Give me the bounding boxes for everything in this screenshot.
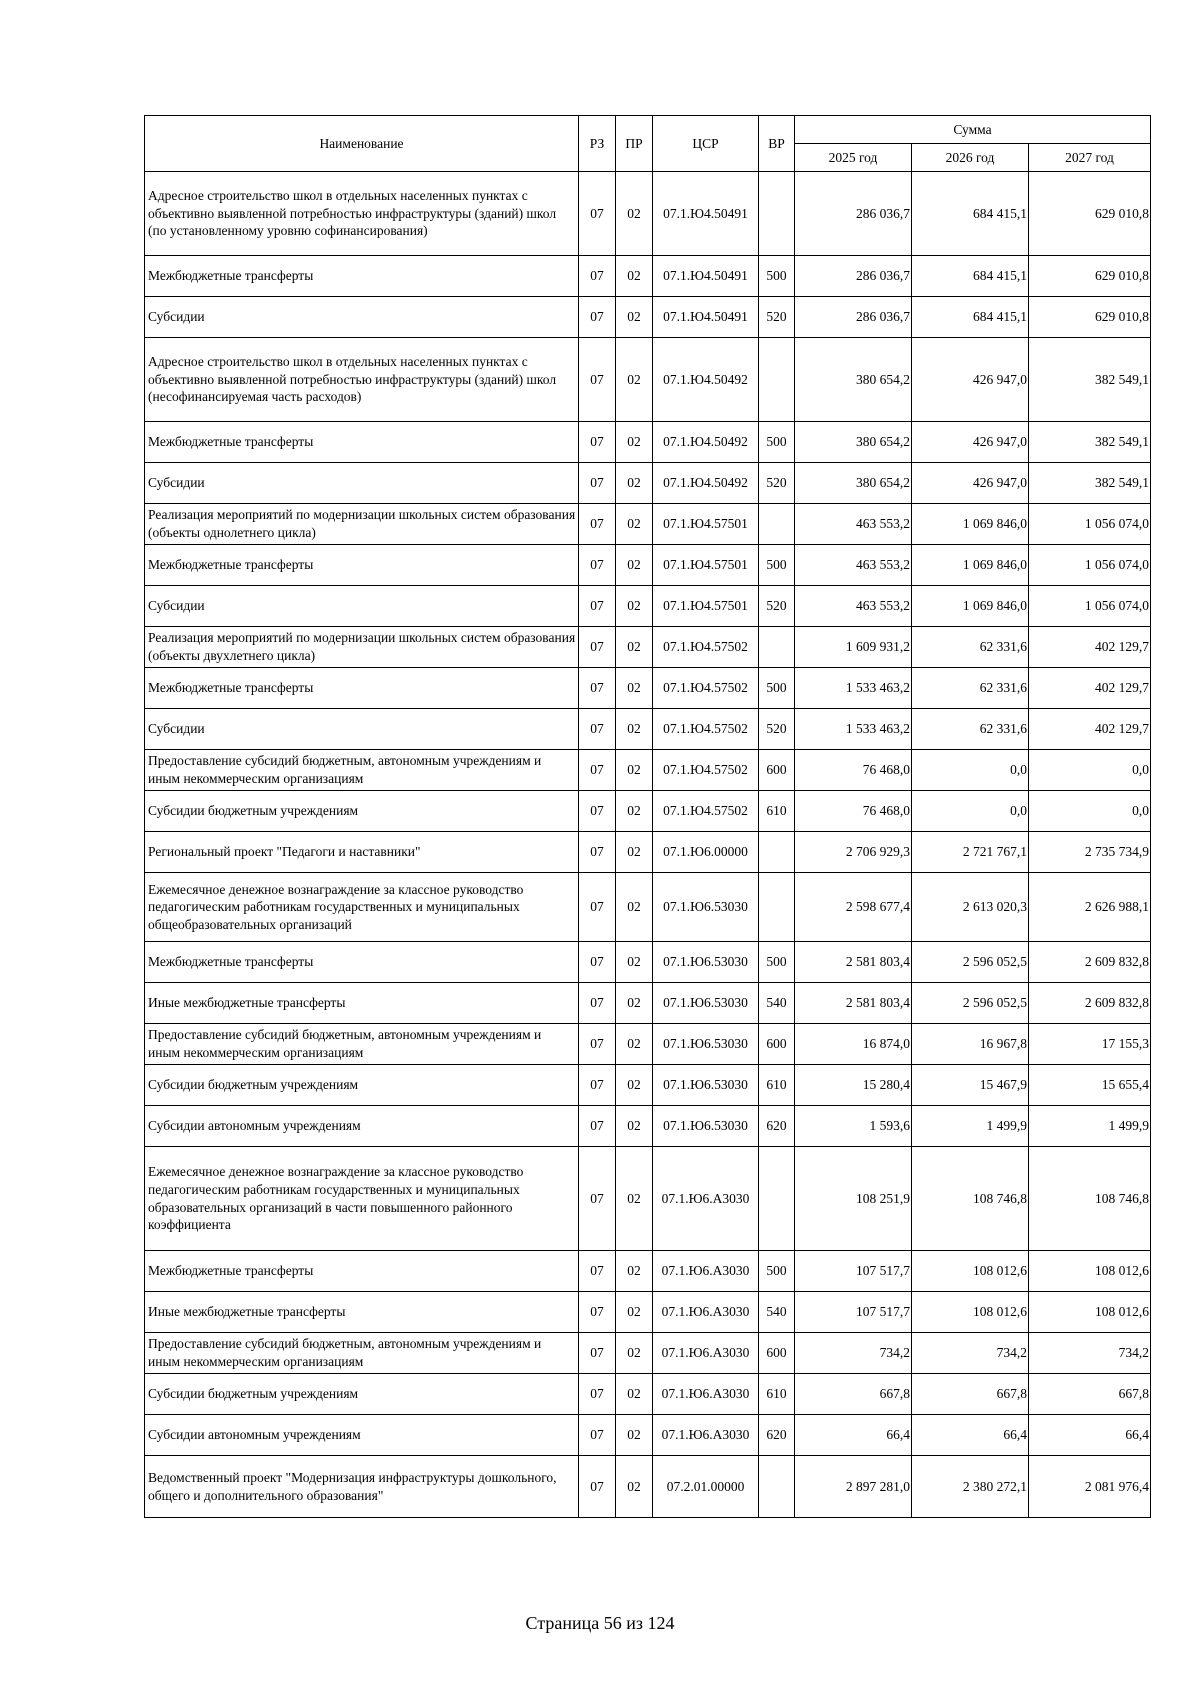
row-rz-cell: 07 [579,545,616,586]
row-rz-cell: 07 [579,172,616,256]
row-sum-2027-cell: 2 735 734,9 [1029,832,1151,873]
row-pr-cell: 02 [616,1147,653,1251]
row-sum-2026-cell: 15 467,9 [912,1065,1029,1106]
header-vr: ВР [759,116,795,172]
table-row [145,750,1151,791]
row-rz-cell: 07 [579,1333,616,1374]
row-sum-2026-cell: 66,4 [912,1415,1029,1456]
row-csr-cell: 07.1.Ю6.А3030 [653,1374,759,1415]
row-name-cell: Межбюджетные трансферты [145,422,579,463]
row-name-cell: Адресное строительство школ в отдельных населенных пунктах с объективно выявленной потребностью инфраструктуры (зданий) школ (по установленному уровню софинансирования) [145,172,579,256]
header-sum: Сумма [795,116,1151,144]
row-rz-cell: 07 [579,1456,616,1518]
table-row [145,832,1151,873]
row-pr-cell: 02 [616,1374,653,1415]
row-sum-2026-cell: 1 069 846,0 [912,504,1029,545]
row-sum-2025-cell: 107 517,7 [795,1292,912,1333]
budget-table [144,115,1151,1518]
row-vr-cell: 500 [759,422,795,463]
table-row [145,942,1151,983]
row-sum-2027-cell: 629 010,8 [1029,297,1151,338]
row-csr-cell: 07.1.Ю6.53030 [653,942,759,983]
row-csr-cell: 07.1.Ю4.57501 [653,504,759,545]
row-pr-cell: 02 [616,1415,653,1456]
row-csr-cell: 07.1.Ю4.57502 [653,668,759,709]
table-row [145,709,1151,750]
row-pr-cell: 02 [616,1024,653,1065]
row-sum-2026-cell: 1 069 846,0 [912,586,1029,627]
row-sum-2025-cell: 66,4 [795,1415,912,1456]
row-sum-2026-cell: 426 947,0 [912,463,1029,504]
row-sum-2026-cell: 426 947,0 [912,338,1029,422]
row-pr-cell: 02 [616,586,653,627]
row-vr-cell [759,1147,795,1251]
row-sum-2025-cell: 2 706 929,3 [795,832,912,873]
row-csr-cell: 07.1.Ю6.00000 [653,832,759,873]
row-name-cell: Адресное строительство школ в отдельных населенных пунктах с объективно выявленной потребностью инфраструктуры (зданий) школ (несофинансируемая часть расходов) [145,338,579,422]
row-csr-cell: 07.1.Ю4.57502 [653,627,759,668]
row-csr-cell: 07.1.Ю6.А3030 [653,1147,759,1251]
table-header [145,116,1151,172]
row-csr-cell: 07.1.Ю4.57501 [653,545,759,586]
row-sum-2027-cell: 382 549,1 [1029,422,1151,463]
row-csr-cell: 07.1.Ю6.А3030 [653,1292,759,1333]
row-csr-cell: 07.1.Ю4.50492 [653,463,759,504]
row-pr-cell: 02 [616,832,653,873]
row-vr-cell: 610 [759,1065,795,1106]
table-row [145,1147,1151,1251]
row-pr-cell: 02 [616,1251,653,1292]
row-pr-cell: 02 [616,1333,653,1374]
row-vr-cell [759,1456,795,1518]
row-vr-cell: 500 [759,256,795,297]
table-row [145,1024,1151,1065]
row-csr-cell: 07.1.Ю4.57502 [653,709,759,750]
row-name-cell: Субсидии автономным учреждениям [145,1106,579,1147]
row-vr-cell: 500 [759,942,795,983]
table-row [145,873,1151,942]
row-sum-2026-cell: 2 380 272,1 [912,1456,1029,1518]
table-row [145,297,1151,338]
row-sum-2026-cell: 62 331,6 [912,627,1029,668]
row-name-cell: Субсидии [145,463,579,504]
row-pr-cell: 02 [616,545,653,586]
row-sum-2026-cell: 1 069 846,0 [912,545,1029,586]
row-csr-cell: 07.1.Ю6.53030 [653,1106,759,1147]
row-sum-2027-cell: 402 129,7 [1029,709,1151,750]
row-rz-cell: 07 [579,1251,616,1292]
row-csr-cell: 07.1.Ю4.50491 [653,297,759,338]
row-sum-2026-cell: 62 331,6 [912,709,1029,750]
row-pr-cell: 02 [616,338,653,422]
row-sum-2025-cell: 16 874,0 [795,1024,912,1065]
row-sum-2025-cell: 286 036,7 [795,172,912,256]
row-name-cell: Реализация мероприятий по модернизации школьных систем образования (объекты двухлетнего цикла) [145,627,579,668]
table-row [145,1106,1151,1147]
row-sum-2026-cell: 2 613 020,3 [912,873,1029,942]
row-sum-2027-cell: 734,2 [1029,1333,1151,1374]
row-sum-2027-cell: 1 056 074,0 [1029,504,1151,545]
row-sum-2025-cell: 734,2 [795,1333,912,1374]
row-sum-2027-cell: 108 012,6 [1029,1251,1151,1292]
row-sum-2027-cell: 402 129,7 [1029,627,1151,668]
table-row [145,791,1151,832]
row-sum-2026-cell: 2 721 767,1 [912,832,1029,873]
row-name-cell: Предоставление субсидий бюджетным, автономным учреждениям и иным некоммерческим организациям [145,750,579,791]
row-sum-2027-cell: 108 012,6 [1029,1292,1151,1333]
row-name-cell: Межбюджетные трансферты [145,942,579,983]
row-sum-2027-cell: 2 609 832,8 [1029,983,1151,1024]
row-sum-2025-cell: 667,8 [795,1374,912,1415]
row-rz-cell: 07 [579,873,616,942]
row-sum-2025-cell: 107 517,7 [795,1251,912,1292]
row-sum-2026-cell: 108 012,6 [912,1292,1029,1333]
row-sum-2025-cell: 1 593,6 [795,1106,912,1147]
row-vr-cell [759,338,795,422]
row-sum-2026-cell: 0,0 [912,791,1029,832]
row-sum-2027-cell: 108 746,8 [1029,1147,1151,1251]
row-sum-2027-cell: 629 010,8 [1029,172,1151,256]
row-rz-cell: 07 [579,750,616,791]
table-row [145,463,1151,504]
row-sum-2027-cell: 0,0 [1029,791,1151,832]
row-sum-2027-cell: 1 056 074,0 [1029,545,1151,586]
row-name-cell: Субсидии [145,586,579,627]
row-rz-cell: 07 [579,983,616,1024]
row-vr-cell: 600 [759,1024,795,1065]
header-pr: ПР [616,116,653,172]
row-sum-2027-cell: 66,4 [1029,1415,1151,1456]
table-row [145,627,1151,668]
row-csr-cell: 07.1.Ю6.А3030 [653,1251,759,1292]
row-name-cell: Региональный проект "Педагоги и наставники" [145,832,579,873]
row-sum-2027-cell: 0,0 [1029,750,1151,791]
row-pr-cell: 02 [616,422,653,463]
row-pr-cell: 02 [616,942,653,983]
row-name-cell: Предоставление субсидий бюджетным, автономным учреждениям и иным некоммерческим организациям [145,1333,579,1374]
row-rz-cell: 07 [579,463,616,504]
row-vr-cell: 500 [759,668,795,709]
row-name-cell: Межбюджетные трансферты [145,256,579,297]
row-sum-2025-cell: 463 553,2 [795,545,912,586]
table-row [145,983,1151,1024]
row-name-cell: Субсидии [145,709,579,750]
row-sum-2026-cell: 684 415,1 [912,256,1029,297]
row-sum-2027-cell: 2 081 976,4 [1029,1456,1151,1518]
row-sum-2027-cell: 2 609 832,8 [1029,942,1151,983]
row-name-cell: Предоставление субсидий бюджетным, автономным учреждениям и иным некоммерческим организациям [145,1024,579,1065]
table-row [145,256,1151,297]
row-name-cell: Иные межбюджетные трансферты [145,983,579,1024]
row-pr-cell: 02 [616,1292,653,1333]
header-name: Наименование [145,116,579,172]
row-sum-2026-cell: 2 596 052,5 [912,942,1029,983]
row-sum-2025-cell: 380 654,2 [795,463,912,504]
table-row [145,172,1151,256]
row-csr-cell: 07.1.Ю4.57502 [653,791,759,832]
row-sum-2026-cell: 108 012,6 [912,1251,1029,1292]
row-sum-2026-cell: 667,8 [912,1374,1029,1415]
row-pr-cell: 02 [616,172,653,256]
table-body [145,172,1151,1518]
row-csr-cell: 07.1.Ю6.А3030 [653,1333,759,1374]
row-vr-cell [759,627,795,668]
header-rz: РЗ [579,116,616,172]
table-row [145,1456,1151,1518]
row-sum-2026-cell: 684 415,1 [912,297,1029,338]
row-vr-cell: 620 [759,1415,795,1456]
row-sum-2026-cell: 426 947,0 [912,422,1029,463]
table-row [145,586,1151,627]
row-vr-cell: 620 [759,1106,795,1147]
row-rz-cell: 07 [579,586,616,627]
table-row [145,1333,1151,1374]
row-pr-cell: 02 [616,750,653,791]
header-year-2025: 2025 год [795,144,912,172]
row-csr-cell: 07.1.Ю4.50491 [653,256,759,297]
row-rz-cell: 07 [579,1106,616,1147]
row-rz-cell: 07 [579,422,616,463]
row-sum-2027-cell: 15 655,4 [1029,1065,1151,1106]
row-pr-cell: 02 [616,504,653,545]
row-sum-2025-cell: 76 468,0 [795,750,912,791]
row-name-cell: Межбюджетные трансферты [145,668,579,709]
row-sum-2026-cell: 0,0 [912,750,1029,791]
row-rz-cell: 07 [579,338,616,422]
row-vr-cell: 540 [759,983,795,1024]
row-sum-2025-cell: 463 553,2 [795,504,912,545]
row-name-cell: Субсидии автономным учреждениям [145,1415,579,1456]
row-name-cell: Субсидии бюджетным учреждениям [145,791,579,832]
row-sum-2025-cell: 286 036,7 [795,256,912,297]
row-pr-cell: 02 [616,1065,653,1106]
row-vr-cell: 520 [759,709,795,750]
row-name-cell: Ежемесячное денежное вознаграждение за классное руководство педагогическим работникам государственных и муниципальных образовательных организаций в части повышенного районного коэффициента [145,1147,579,1251]
row-pr-cell: 02 [616,791,653,832]
row-name-cell: Реализация мероприятий по модернизации школьных систем образования (объекты однолетнего цикла) [145,504,579,545]
row-vr-cell [759,172,795,256]
row-sum-2025-cell: 463 553,2 [795,586,912,627]
row-vr-cell: 520 [759,463,795,504]
row-name-cell: Субсидии бюджетным учреждениям [145,1065,579,1106]
row-vr-cell [759,504,795,545]
row-rz-cell: 07 [579,668,616,709]
row-pr-cell: 02 [616,256,653,297]
row-sum-2027-cell: 382 549,1 [1029,338,1151,422]
row-name-cell: Субсидии [145,297,579,338]
row-csr-cell: 07.1.Ю6.А3030 [653,1415,759,1456]
row-sum-2025-cell: 2 598 677,4 [795,873,912,942]
row-rz-cell: 07 [579,942,616,983]
table-row [145,338,1151,422]
row-vr-cell: 540 [759,1292,795,1333]
row-vr-cell: 520 [759,297,795,338]
row-pr-cell: 02 [616,709,653,750]
row-vr-cell: 500 [759,1251,795,1292]
row-sum-2025-cell: 1 533 463,2 [795,709,912,750]
row-sum-2025-cell: 76 468,0 [795,791,912,832]
row-vr-cell: 610 [759,1374,795,1415]
row-rz-cell: 07 [579,832,616,873]
row-pr-cell: 02 [616,873,653,942]
row-sum-2025-cell: 286 036,7 [795,297,912,338]
row-csr-cell: 07.1.Ю4.57501 [653,586,759,627]
row-vr-cell: 610 [759,791,795,832]
table-row [145,1415,1151,1456]
row-rz-cell: 07 [579,297,616,338]
row-pr-cell: 02 [616,627,653,668]
row-sum-2027-cell: 667,8 [1029,1374,1151,1415]
row-name-cell: Межбюджетные трансферты [145,545,579,586]
row-sum-2025-cell: 2 581 803,4 [795,942,912,983]
row-sum-2025-cell: 380 654,2 [795,422,912,463]
row-csr-cell: 07.1.Ю6.53030 [653,873,759,942]
row-sum-2026-cell: 684 415,1 [912,172,1029,256]
row-csr-cell: 07.1.Ю4.50492 [653,422,759,463]
row-sum-2026-cell: 734,2 [912,1333,1029,1374]
row-sum-2027-cell: 2 626 988,1 [1029,873,1151,942]
row-sum-2027-cell: 382 549,1 [1029,463,1151,504]
row-name-cell: Ежемесячное денежное вознаграждение за классное руководство педагогическим работникам государственных и муниципальных общеобразовательных организаций [145,873,579,942]
row-rz-cell: 07 [579,1415,616,1456]
row-pr-cell: 02 [616,668,653,709]
row-vr-cell [759,832,795,873]
row-sum-2026-cell: 1 499,9 [912,1106,1029,1147]
row-csr-cell: 07.1.Ю4.57502 [653,750,759,791]
row-vr-cell: 520 [759,586,795,627]
row-sum-2025-cell: 380 654,2 [795,338,912,422]
row-sum-2025-cell: 108 251,9 [795,1147,912,1251]
row-sum-2027-cell: 1 056 074,0 [1029,586,1151,627]
row-csr-cell: 07.1.Ю6.53030 [653,983,759,1024]
row-sum-2027-cell: 402 129,7 [1029,668,1151,709]
row-csr-cell: 07.2.01.00000 [653,1456,759,1518]
table-row [145,1374,1151,1415]
row-sum-2026-cell: 108 746,8 [912,1147,1029,1251]
row-sum-2025-cell: 2 581 803,4 [795,983,912,1024]
row-pr-cell: 02 [616,1106,653,1147]
row-sum-2025-cell: 2 897 281,0 [795,1456,912,1518]
row-vr-cell [759,873,795,942]
row-name-cell: Ведомственный проект "Модернизация инфраструктуры дошкольного, общего и дополнительного образования" [145,1456,579,1518]
row-vr-cell: 600 [759,1333,795,1374]
header-year-2027: 2027 год [1029,144,1151,172]
row-pr-cell: 02 [616,1456,653,1518]
row-vr-cell: 600 [759,750,795,791]
row-csr-cell: 07.1.Ю4.50492 [653,338,759,422]
row-rz-cell: 07 [579,791,616,832]
row-rz-cell: 07 [579,1374,616,1415]
row-vr-cell: 500 [759,545,795,586]
row-pr-cell: 02 [616,983,653,1024]
row-sum-2025-cell: 1 533 463,2 [795,668,912,709]
row-sum-2025-cell: 1 609 931,2 [795,627,912,668]
table-row [145,504,1151,545]
row-name-cell: Иные межбюджетные трансферты [145,1292,579,1333]
row-sum-2027-cell: 1 499,9 [1029,1106,1151,1147]
row-name-cell: Субсидии бюджетным учреждениям [145,1374,579,1415]
row-rz-cell: 07 [579,627,616,668]
table-row [145,1292,1151,1333]
row-sum-2027-cell: 629 010,8 [1029,256,1151,297]
table-row [145,545,1151,586]
row-csr-cell: 07.1.Ю6.53030 [653,1024,759,1065]
table-row [145,1251,1151,1292]
header-year-2026: 2026 год [912,144,1029,172]
table-row [145,668,1151,709]
row-rz-cell: 07 [579,1292,616,1333]
row-sum-2027-cell: 17 155,3 [1029,1024,1151,1065]
row-rz-cell: 07 [579,504,616,545]
row-pr-cell: 02 [616,463,653,504]
table-row [145,1065,1151,1106]
header-csr: ЦСР [653,116,759,172]
row-rz-cell: 07 [579,1065,616,1106]
row-sum-2025-cell: 15 280,4 [795,1065,912,1106]
row-pr-cell: 02 [616,297,653,338]
row-sum-2026-cell: 16 967,8 [912,1024,1029,1065]
row-sum-2026-cell: 2 596 052,5 [912,983,1029,1024]
row-csr-cell: 07.1.Ю4.50491 [653,172,759,256]
table-row [145,422,1151,463]
row-sum-2026-cell: 62 331,6 [912,668,1029,709]
row-rz-cell: 07 [579,256,616,297]
row-csr-cell: 07.1.Ю6.53030 [653,1065,759,1106]
row-name-cell: Межбюджетные трансферты [145,1251,579,1292]
row-rz-cell: 07 [579,1147,616,1251]
page-number: Страница 56 из 124 [525,1613,675,1633]
row-rz-cell: 07 [579,709,616,750]
row-rz-cell: 07 [579,1024,616,1065]
